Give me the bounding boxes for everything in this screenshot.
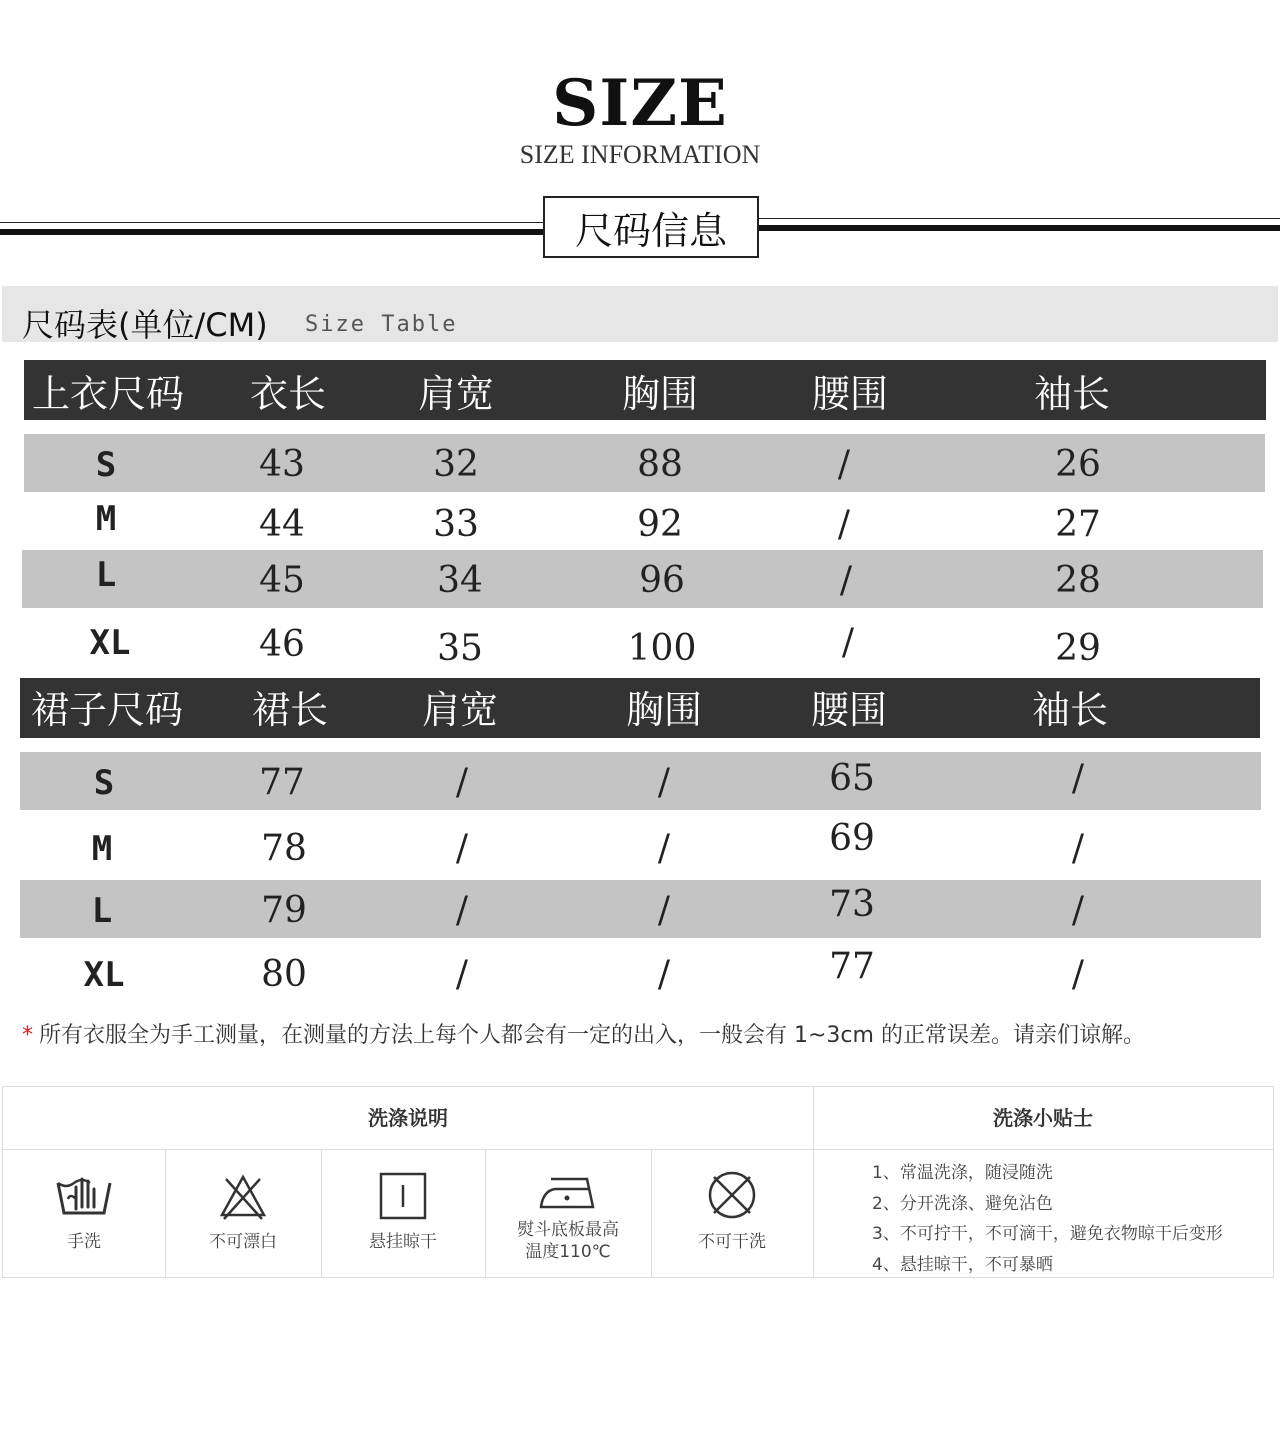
care-tip: 2、分开洗涤、避免沾色	[872, 1193, 1053, 1214]
value-cell: 77	[829, 946, 875, 987]
care-item-hang-dry	[321, 1149, 485, 1277]
value-cell: 80	[261, 954, 307, 995]
care-label: 不可干洗	[698, 1232, 766, 1252]
value-cell: 92	[637, 504, 683, 545]
right-divider-thin	[757, 218, 1280, 219]
value-cell: /	[1071, 758, 1085, 799]
value-cell: 77	[259, 762, 305, 803]
value-cell: /	[657, 890, 671, 931]
table-row	[20, 752, 1261, 810]
value-cell: /	[837, 444, 851, 485]
value-cell: 44	[259, 504, 305, 545]
value-cell: 65	[829, 758, 875, 799]
care-tip: 3、不可拧干，不可滴干，避免衣物晾干后变形	[872, 1224, 1223, 1244]
value-cell: 100	[627, 628, 697, 669]
skirt-header-cell: 腰围	[810, 688, 888, 732]
skirt-header-cell: 肩宽	[421, 688, 499, 732]
care-tips-list	[872, 1158, 1223, 1280]
skirt-header-cell: 裙长	[251, 688, 329, 732]
care-label: 不可漂白	[209, 1232, 277, 1252]
value-cell: 43	[259, 444, 305, 485]
value-cell: /	[1071, 954, 1085, 995]
size-cell: M	[91, 829, 113, 869]
care-item-no-dry-clean	[651, 1149, 813, 1277]
care-tip: 4、悬挂晾干，不可暴晒	[872, 1254, 1053, 1275]
value-cell: 26	[1055, 444, 1101, 485]
value-cell: 33	[433, 504, 479, 545]
size-cell: XL	[83, 955, 125, 995]
no-dry-clean-icon	[706, 1169, 758, 1221]
right-divider-thick	[757, 225, 1280, 231]
size-table-label-cn: 尺码表(单位/CM)	[22, 306, 268, 344]
value-cell: 73	[829, 884, 875, 925]
value-cell: 29	[1055, 628, 1101, 669]
size-cell: L	[91, 891, 113, 931]
value-cell: /	[1071, 828, 1085, 869]
value-cell: /	[841, 622, 855, 663]
top-header-cell: 腰围	[811, 372, 889, 416]
value-cell: /	[1071, 890, 1085, 931]
table-row	[22, 550, 1263, 608]
care-item-hand-wash	[3, 1149, 165, 1277]
left-divider-thin	[0, 222, 543, 223]
care-item-iron	[485, 1149, 651, 1277]
left-divider-thick	[0, 229, 543, 235]
value-cell: /	[837, 504, 851, 545]
value-cell: /	[657, 828, 671, 869]
iron-icon	[537, 1173, 599, 1213]
value-cell: /	[657, 762, 671, 803]
skirt-header-cell: 胸围	[625, 688, 703, 732]
top-header-cell: 胸围	[621, 372, 699, 416]
size-cell: L	[95, 555, 117, 595]
value-cell: 46	[259, 624, 305, 665]
no-bleach-icon	[218, 1173, 268, 1221]
page-subtitle: SIZE INFORMATION	[519, 140, 761, 169]
size-cell: S	[95, 445, 117, 485]
measurement-note	[22, 1018, 1145, 1049]
skirt-table-header	[20, 678, 1260, 738]
care-label: 手洗	[67, 1232, 101, 1252]
value-cell: 35	[437, 628, 483, 669]
hand-wash-icon	[54, 1169, 114, 1221]
value-cell: 96	[639, 560, 685, 601]
note-star: *	[22, 1023, 33, 1048]
value-cell: 45	[259, 560, 305, 601]
value-cell: 32	[433, 444, 479, 485]
top-header-cell: 上衣尺码	[31, 372, 185, 416]
value-cell: 79	[261, 890, 307, 931]
top-header-cell: 衣长	[249, 372, 327, 416]
section-title-box: 尺码信息	[543, 196, 759, 258]
value-cell: /	[455, 890, 469, 931]
top-header-cell: 肩宽	[417, 372, 495, 416]
skirt-header-cell: 裙子尺码	[30, 688, 184, 732]
note-text: 所有衣服全为手工测量，在测量的方法上每个人都会有一定的出入，一般会有 1~3cm 的正常误差。请亲们谅解。	[39, 1023, 1145, 1048]
value-cell: /	[657, 954, 671, 995]
size-cell: XL	[89, 623, 131, 663]
value-cell: /	[455, 954, 469, 995]
top-table-header	[24, 360, 1266, 420]
top-header-cell: 袖长	[1033, 372, 1111, 416]
care-label: 悬挂晾干	[369, 1232, 437, 1252]
size-table-label-en: Size Table	[305, 312, 458, 337]
table-row	[20, 944, 1261, 1002]
care-item-no-bleach	[165, 1149, 321, 1277]
value-cell: 34	[437, 560, 483, 601]
value-cell: /	[839, 560, 853, 601]
size-cell: S	[93, 763, 115, 803]
care-label: 熨斗底板最高	[517, 1220, 619, 1240]
value-cell: 78	[261, 828, 307, 869]
table-row	[24, 434, 1265, 492]
care-tip: 1、常温洗涤，随浸随洗	[872, 1163, 1053, 1183]
table-row	[24, 494, 1265, 552]
size-cell: M	[95, 499, 117, 539]
care-tips-title: 洗涤小贴士	[993, 1106, 1093, 1130]
care-instructions-title: 洗涤说明	[368, 1106, 448, 1130]
care-label-line2: 温度110℃	[525, 1242, 611, 1262]
table-row	[22, 614, 1263, 672]
table-row	[20, 818, 1261, 876]
value-cell: 28	[1055, 560, 1101, 601]
value-cell: 69	[829, 818, 875, 859]
value-cell: /	[455, 828, 469, 869]
skirt-header-cell: 袖长	[1031, 688, 1109, 732]
hang-dry-icon	[378, 1171, 428, 1221]
value-cell: 88	[637, 444, 683, 485]
table-row	[20, 880, 1261, 938]
value-cell: /	[455, 762, 469, 803]
value-cell: 27	[1055, 504, 1101, 545]
page-title: SIZE	[552, 66, 728, 141]
